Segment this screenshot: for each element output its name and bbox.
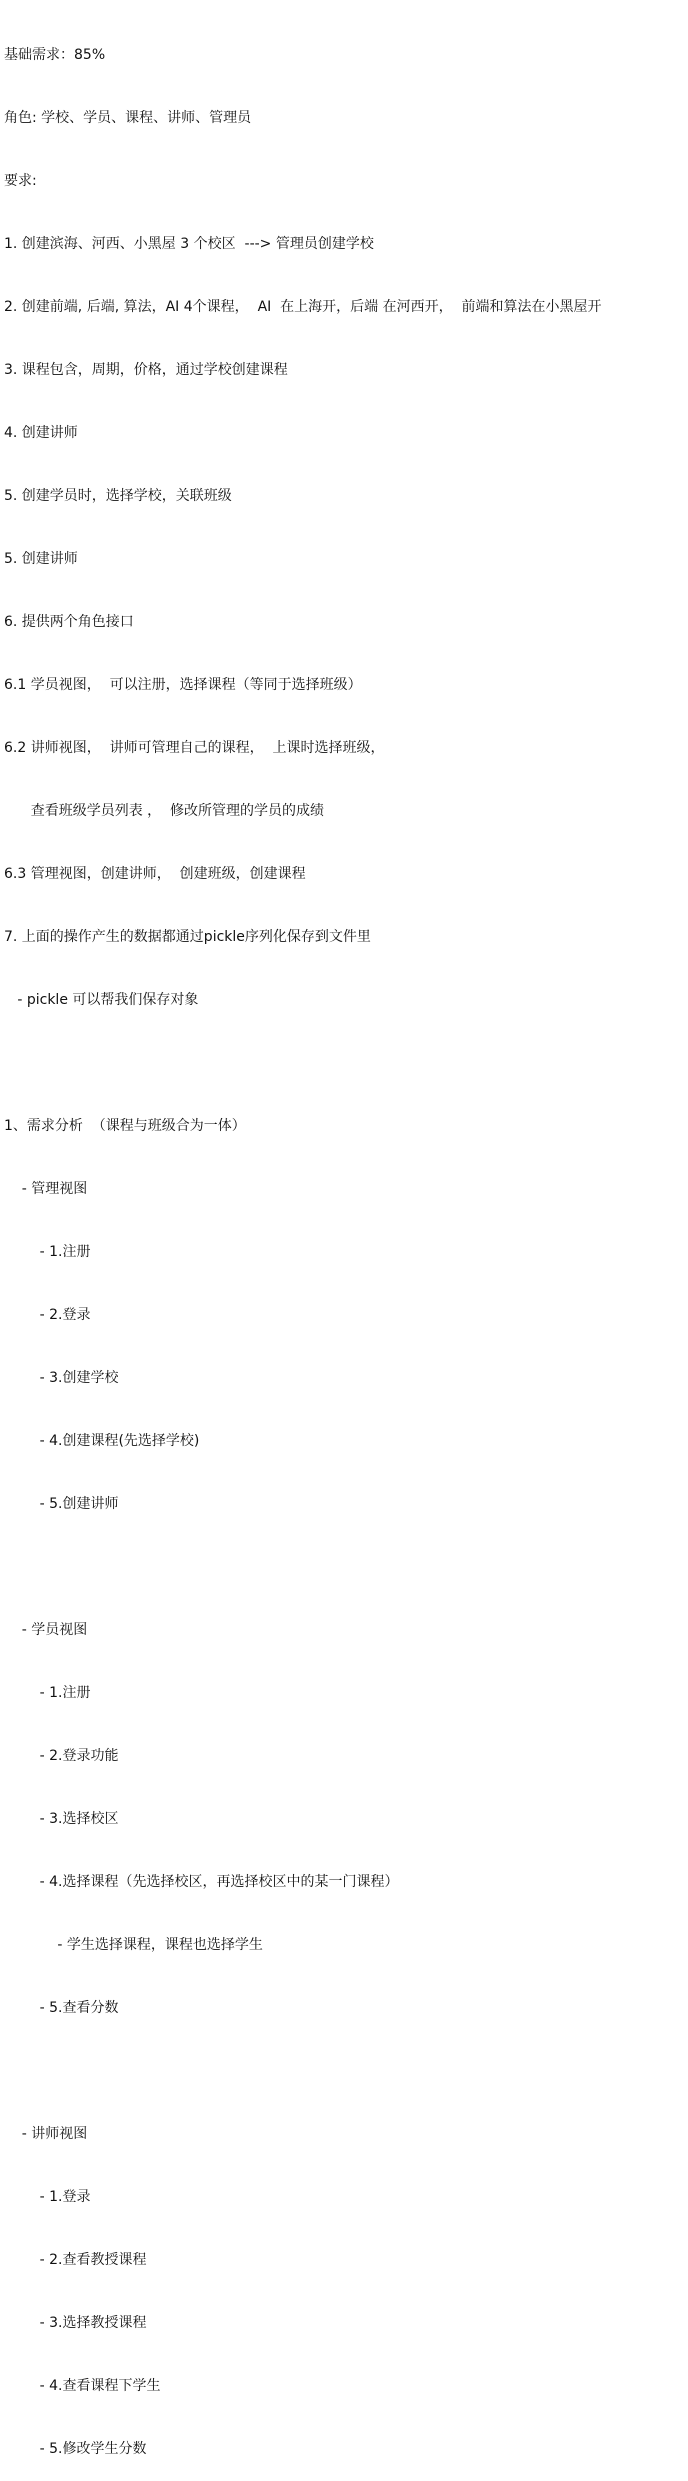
doc-line: - 2.查看教授课程 — [4, 2252, 147, 2268]
doc-line: - 5.创建讲师 — [4, 1496, 119, 1512]
doc-line: 要求: — [4, 173, 37, 189]
doc-line: 5. 创建讲师 — [4, 551, 78, 567]
doc-line: - 2.登录功能 — [4, 1748, 119, 1764]
doc-line: - pickle 可以帮我们保存对象 — [4, 992, 199, 1008]
doc-line: 6. 提供两个角色接口 — [4, 614, 134, 630]
doc-line: 5. 创建学员时，选择学校，关联班级 — [4, 488, 232, 504]
doc-line: - 学员视图 — [4, 1622, 88, 1638]
doc-line: 基础需求：85% — [4, 47, 106, 63]
doc-line: 6.1 学员视图， 可以注册，选择课程（等同于选择班级） — [4, 677, 362, 693]
doc-line: 3. 课程包含，周期，价格，通过学校创建课程 — [4, 362, 288, 378]
doc-line: 角色: 学校、学员、课程、讲师、管理员 — [4, 110, 252, 126]
doc-line: - 4.查看课程下学生 — [4, 2378, 161, 2394]
doc-line: - 5.查看分数 — [4, 2000, 119, 2016]
requirements-document — [4, 3, 684, 2481]
blank-line — [4, 1053, 684, 1074]
doc-line: - 3.选择教授课程 — [4, 2315, 147, 2331]
doc-line: 7. 上面的操作产生的数据都通过pickle序列化保存到文件里 — [4, 929, 371, 945]
doc-line: 6.3 管理视图，创建讲师， 创建班级，创建课程 — [4, 866, 306, 882]
doc-line: - 4.选择课程（先选择校区，再选择校区中的某一门课程） — [4, 1874, 399, 1890]
doc-line: 6.2 讲师视图， 讲师可管理自己的课程， 上课时选择班级， — [4, 740, 385, 756]
doc-line: - 5.修改学生分数 — [4, 2441, 147, 2457]
doc-line: - 1.注册 — [4, 1685, 91, 1701]
blank-line — [4, 1557, 684, 1578]
doc-line: 查看班级学员列表 ， 修改所管理的学员的成绩 — [4, 803, 325, 819]
doc-line: - 2.登录 — [4, 1307, 91, 1323]
doc-line: - 1.注册 — [4, 1244, 91, 1260]
blank-line — [4, 2061, 684, 2082]
doc-line: 1、需求分析 （课程与班级合为一体） — [4, 1118, 246, 1134]
doc-line: 4. 创建讲师 — [4, 425, 78, 441]
doc-line: - 4.创建课程(先选择学校) — [4, 1433, 200, 1449]
doc-line: - 学生选择课程，课程也选择学生 — [4, 1937, 263, 1953]
doc-line: - 3.选择校区 — [4, 1811, 119, 1827]
doc-line: 1. 创建滨海、河西、小黑屋 3 个校区 ---> 管理员创建学校 — [4, 236, 374, 252]
doc-line: - 3.创建学校 — [4, 1370, 119, 1386]
doc-line: 2. 创建前端, 后端, 算法，AI 4个课程， AI 在上海开，后端 在河西开， 前端和算法在小黑屋开 — [4, 299, 602, 315]
doc-line: - 管理视图 — [4, 1181, 88, 1197]
doc-line: - 讲师视图 — [4, 2126, 88, 2142]
doc-line: - 1.登录 — [4, 2189, 91, 2205]
